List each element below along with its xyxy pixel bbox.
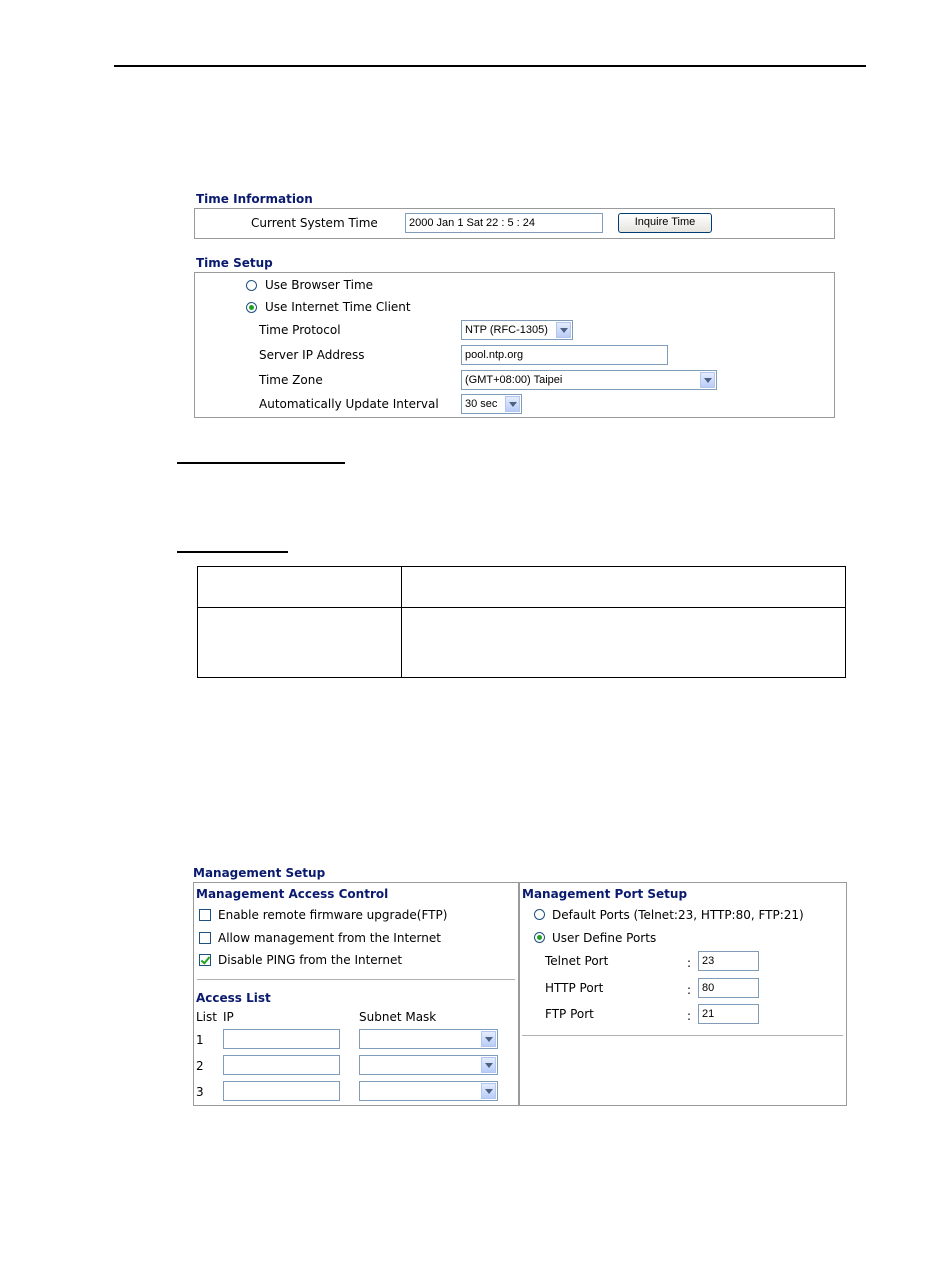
allow-management-checkbox[interactable] [199,932,211,944]
ftp-port-colon: : [687,1009,692,1023]
disable-ping-label: Disable PING from the Internet [218,953,403,967]
access-list-ip-input[interactable] [223,1029,340,1049]
http-port-colon: : [687,983,692,997]
access-list-col-list: List [196,1010,217,1024]
panel-column-divider [518,882,520,1106]
http-port-input[interactable]: 80 [698,978,759,998]
enable-remote-firmware-checkbox[interactable] [199,909,211,921]
update-interval-label: Automatically Update Interval [259,397,439,411]
time-protocol-value: NTP (RFC-1305) [465,324,548,336]
access-list-row-number: 3 [196,1085,204,1099]
allow-management-label: Allow management from the Internet [218,931,441,945]
use-internet-time-client-radio[interactable] [246,302,257,313]
heading-underline [177,462,345,464]
chevron-down-icon [481,1057,496,1073]
time-information-title: Time Information [196,192,313,206]
access-list-ip-input[interactable] [223,1081,340,1101]
time-zone-select[interactable] [461,370,717,390]
access-list-col-mask: Subnet Mask [359,1010,437,1024]
chevron-down-icon [556,322,571,338]
ftp-port-label: FTP Port [545,1007,594,1021]
time-protocol-label: Time Protocol [259,323,341,337]
server-ip-input[interactable]: pool.ntp.org [461,345,668,365]
page-top-rule [114,65,866,67]
time-setup-title: Time Setup [196,256,273,270]
use-browser-time-radio[interactable] [246,280,257,291]
chevron-down-icon [481,1083,496,1099]
section-separator [522,1035,843,1036]
disable-ping-checkbox[interactable] [199,954,211,966]
current-system-time-label: Current System Time [251,216,378,230]
description-table [197,566,846,678]
access-list-row-number: 1 [196,1033,204,1047]
ftp-port-input[interactable]: 21 [698,1004,759,1024]
chevron-down-icon [700,372,715,388]
time-protocol-select[interactable] [461,320,573,340]
default-ports-label: Default Ports (Telnet:23, HTTP:80, FTP:21) [552,908,804,922]
enable-remote-firmware-label: Enable remote firmware upgrade(FTP) [218,908,448,922]
access-list-ip-input[interactable] [223,1055,340,1075]
use-internet-time-client-label: Use Internet Time Client [265,300,411,314]
access-list-mask-select[interactable] [359,1029,498,1049]
user-define-ports-radio[interactable] [534,932,545,943]
telnet-port-colon: : [687,956,692,970]
chevron-down-icon [505,396,520,412]
table-column-divider [401,566,402,678]
access-list-row-number: 2 [196,1059,204,1073]
current-system-time-field[interactable]: 2000 Jan 1 Sat 22 : 5 : 24 [405,213,603,233]
heading-underline [177,551,288,553]
port-setup-title: Management Port Setup [522,887,688,901]
table-row-divider [197,607,846,608]
time-zone-label: Time Zone [259,373,323,387]
http-port-label: HTTP Port [545,981,604,995]
use-browser-time-label: Use Browser Time [265,278,374,292]
management-setup-title: Management Setup [193,866,326,880]
server-ip-label: Server IP Address [259,348,365,362]
section-separator [197,979,515,980]
access-list-title: Access List [196,991,271,1005]
default-ports-radio[interactable] [534,909,545,920]
chevron-down-icon [481,1031,496,1047]
inquire-time-button[interactable]: Inquire Time [618,213,712,233]
access-list-col-ip: IP [223,1010,234,1024]
access-control-title: Management Access Control [196,887,389,901]
update-interval-select[interactable] [461,394,522,414]
telnet-port-label: Telnet Port [545,954,609,968]
telnet-port-input[interactable]: 23 [698,951,759,971]
update-interval-value: 30 sec [465,398,498,410]
time-zone-value: (GMT+08:00) Taipei [465,374,563,386]
access-list-mask-select[interactable] [359,1081,498,1101]
access-list-mask-select[interactable] [359,1055,498,1075]
user-define-ports-label: User Define Ports [552,931,657,945]
